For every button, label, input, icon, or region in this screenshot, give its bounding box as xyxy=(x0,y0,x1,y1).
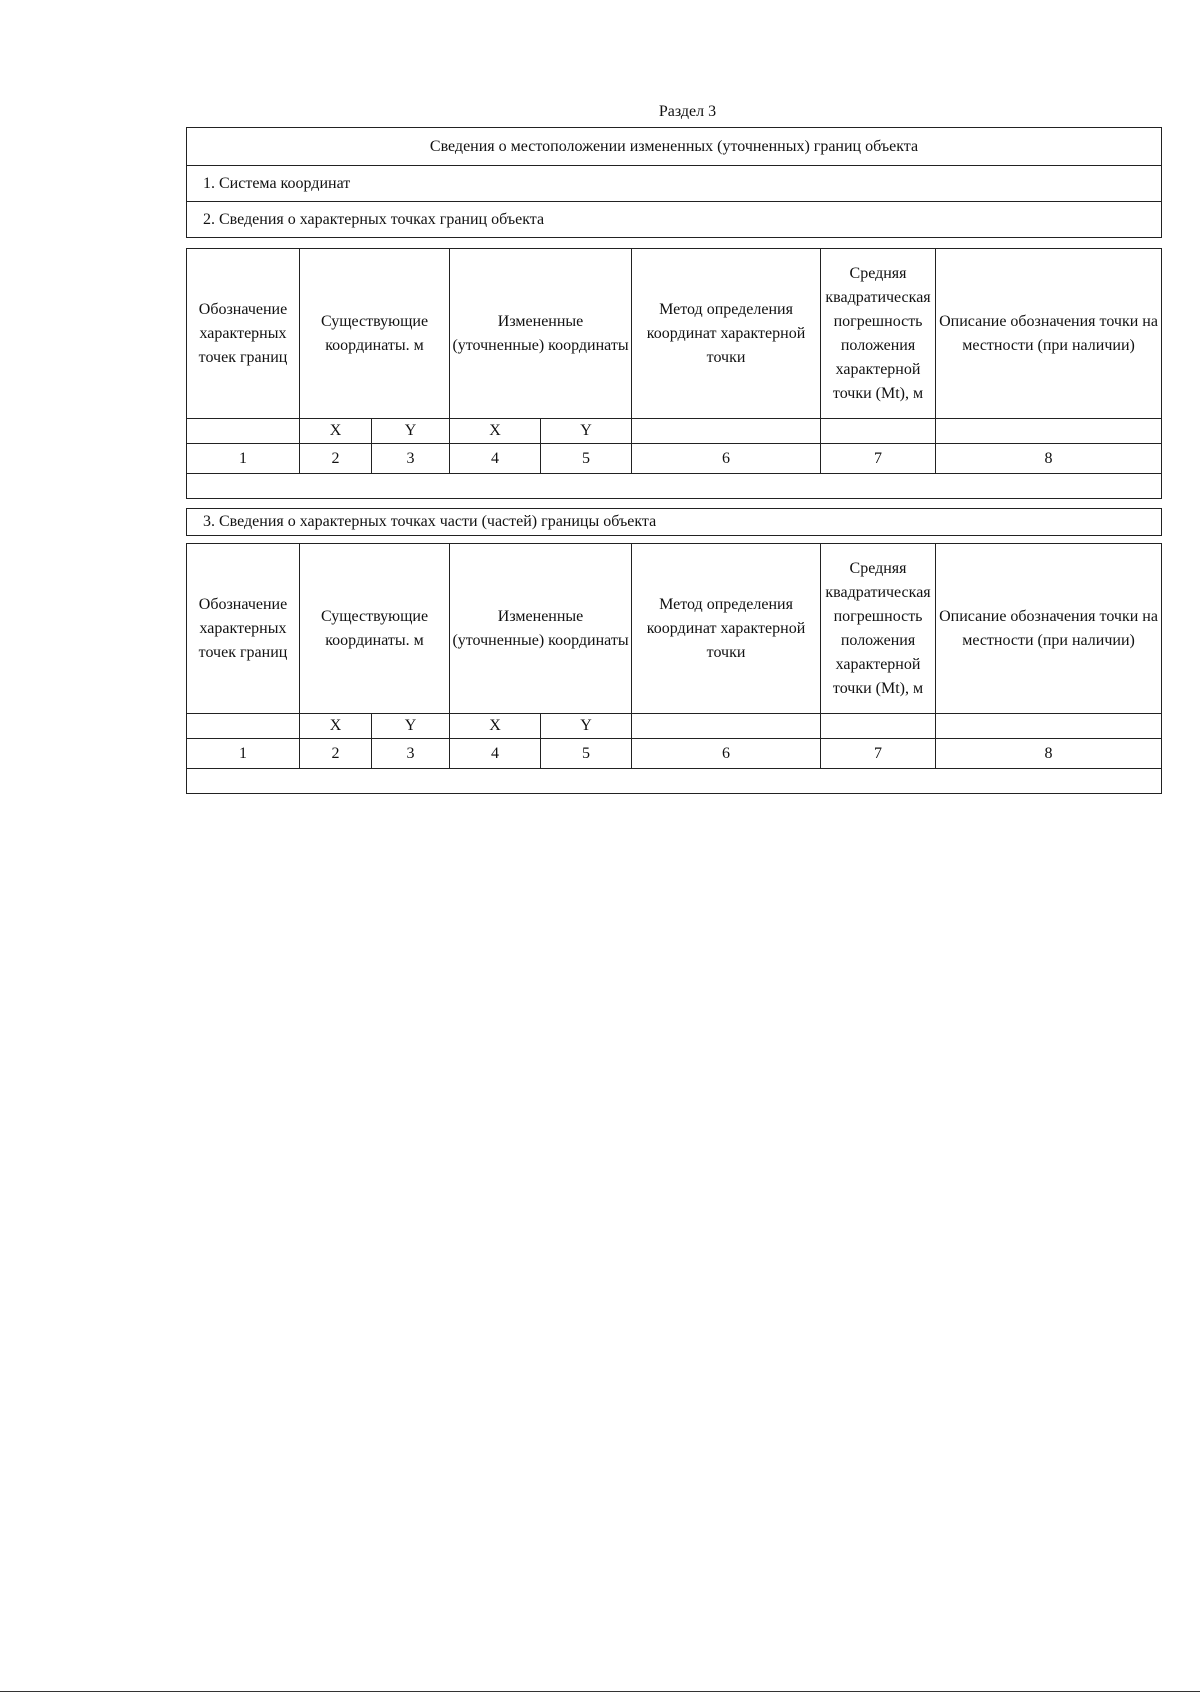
info-heading: Сведения о местоположении измененных (уточненных) границ объекта xyxy=(187,128,1162,166)
xy-cell xyxy=(821,419,936,444)
x-label: X xyxy=(450,714,541,739)
col-number: 3 xyxy=(372,444,450,474)
empty-row xyxy=(187,474,1162,499)
y-label: Y xyxy=(372,714,450,739)
coordinate-system-row: 1. Система координат xyxy=(187,166,1162,202)
col-method: Метод определения координат характерной точки xyxy=(632,249,821,419)
col-number: 5 xyxy=(541,444,632,474)
col-number: 4 xyxy=(450,444,541,474)
col-mean-error: Средняя квадратическая погрешность положения характерной точки (Mt), м xyxy=(821,544,936,714)
y-label: Y xyxy=(372,419,450,444)
xy-cell xyxy=(936,419,1162,444)
xy-cell xyxy=(936,714,1162,739)
col-changed-coords: Измененные (уточненные) координаты xyxy=(450,544,632,714)
col-number: 8 xyxy=(936,444,1162,474)
col-point-designation: Обозначение характерных точек границ xyxy=(187,544,300,714)
xy-cell xyxy=(821,714,936,739)
col-number: 2 xyxy=(300,444,372,474)
empty-row xyxy=(187,769,1162,794)
col-description: Описание обозначения точки на местности (при наличии) xyxy=(936,544,1162,714)
col-existing-coords: Существующие координаты. м xyxy=(300,249,450,419)
x-label: X xyxy=(450,419,541,444)
col-number: 6 xyxy=(632,444,821,474)
section-title: Раздел 3 xyxy=(658,103,717,120)
col-description: Описание обозначения точки на местности (при наличии) xyxy=(936,249,1162,419)
col-number: 6 xyxy=(632,739,821,769)
section3-header-table xyxy=(186,508,1162,536)
col-number: 7 xyxy=(821,739,936,769)
part-boundary-points-row: 3. Сведения о характерных точках части (частей) границы объекта xyxy=(187,509,1162,536)
col-number: 2 xyxy=(300,739,372,769)
xy-cell xyxy=(632,419,821,444)
col-number: 3 xyxy=(372,739,450,769)
col-changed-coords: Измененные (уточненные) координаты xyxy=(450,249,632,419)
col-number: 1 xyxy=(187,444,300,474)
col-number: 1 xyxy=(187,739,300,769)
info-table xyxy=(186,127,1162,238)
xy-cell xyxy=(632,714,821,739)
page-bottom-rule xyxy=(0,1691,1200,1692)
col-existing-coords: Существующие координаты. м xyxy=(300,544,450,714)
x-label: X xyxy=(300,419,372,444)
boundary-points-row: 2. Сведения о характерных точках границ объекта xyxy=(187,202,1162,238)
col-point-designation: Обозначение характерных точек границ xyxy=(187,249,300,419)
y-label: Y xyxy=(541,714,632,739)
col-mean-error: Средняя квадратическая погрешность положения характерной точки (Mt), м xyxy=(821,249,936,419)
x-label: X xyxy=(300,714,372,739)
col-number: 4 xyxy=(450,739,541,769)
col-method: Метод определения координат характерной точки xyxy=(632,544,821,714)
col-number: 8 xyxy=(936,739,1162,769)
part-boundary-points-table xyxy=(186,543,1162,794)
col-number: 5 xyxy=(541,739,632,769)
y-label: Y xyxy=(541,419,632,444)
xy-cell xyxy=(187,714,300,739)
boundary-points-table xyxy=(186,248,1162,499)
col-number: 7 xyxy=(821,444,936,474)
xy-cell xyxy=(187,419,300,444)
